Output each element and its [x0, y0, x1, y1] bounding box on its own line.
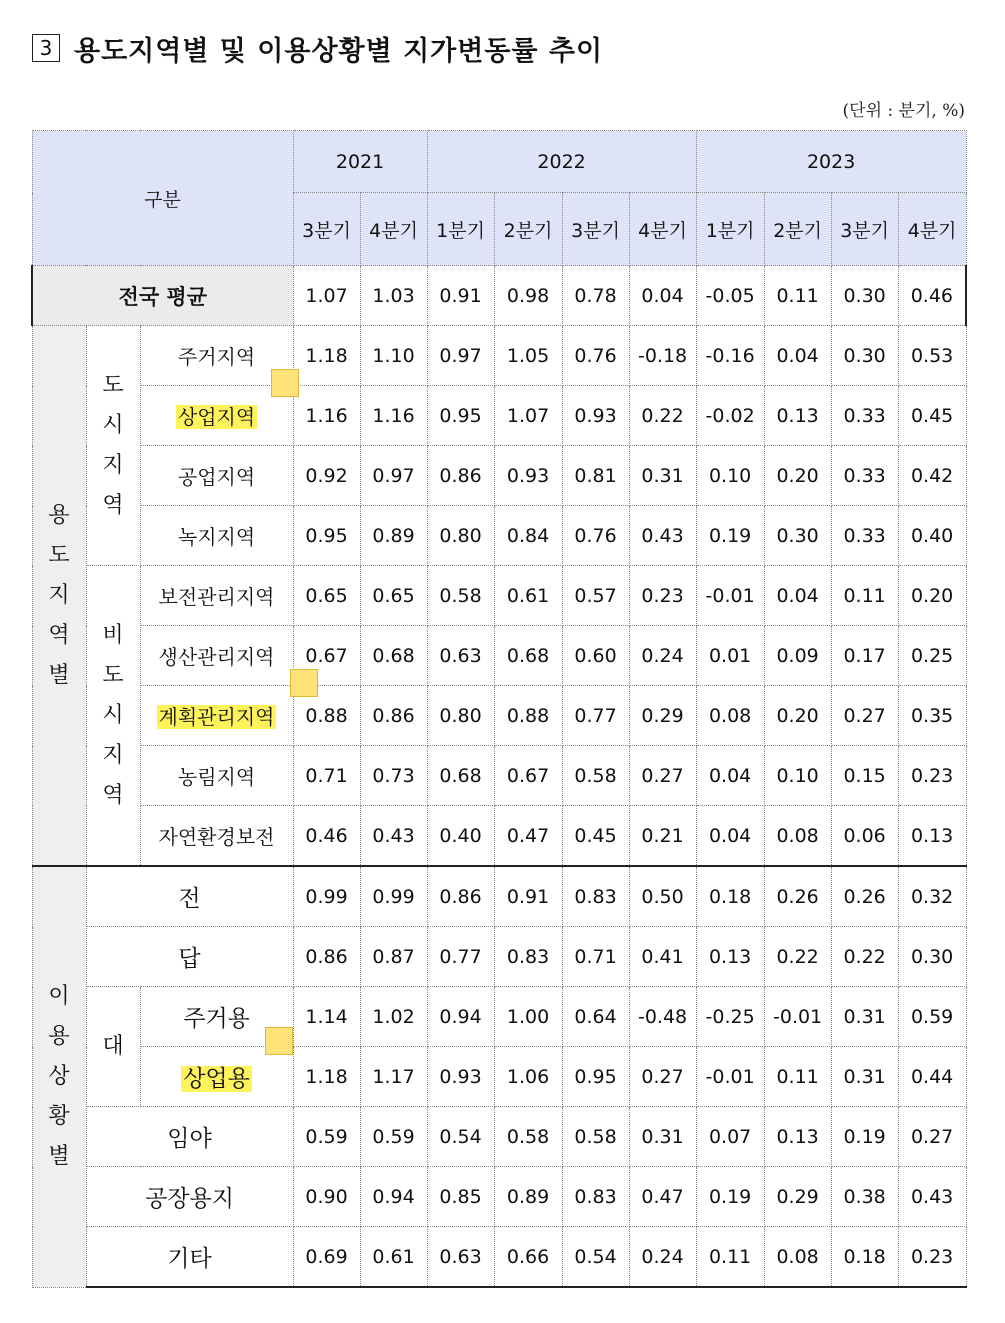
value-cell: 0.18: [696, 866, 764, 927]
value-cell: 0.76: [562, 506, 629, 566]
value-cell: 0.54: [427, 1107, 494, 1167]
row-label: 임야: [86, 1107, 293, 1167]
value-cell: 0.22: [831, 927, 898, 987]
value-cell: 0.58: [494, 1107, 562, 1167]
value-cell: 0.77: [562, 686, 629, 746]
value-cell: 1.16: [360, 386, 427, 446]
value-cell: 0.67: [494, 746, 562, 806]
row-label: [140, 686, 293, 746]
value-cell: 0.61: [494, 566, 562, 626]
vertical-text: 도시지역: [102, 372, 124, 518]
value-cell: 0.30: [831, 266, 898, 326]
value-cell: 0.45: [562, 806, 629, 867]
title-row: [32, 28, 603, 68]
value-cell: 1.07: [293, 266, 360, 326]
value-cell: 0.58: [562, 746, 629, 806]
table-row: [32, 1107, 966, 1167]
value-cell: 0.31: [629, 446, 696, 506]
value-cell: 0.20: [898, 566, 966, 626]
page-title: 용도지역별 및 이용상황별 지가변동률 추이: [74, 35, 604, 67]
value-cell: 0.58: [562, 1107, 629, 1167]
header-year-row: [32, 131, 966, 193]
value-cell: 0.35: [898, 686, 966, 746]
value-cell: 0.31: [629, 1107, 696, 1167]
value-cell: 0.88: [494, 686, 562, 746]
table-row: [32, 686, 966, 746]
year-header: 2023: [696, 131, 966, 193]
value-cell: -0.02: [696, 386, 764, 446]
value-cell: -0.01: [696, 566, 764, 626]
table-row: [32, 626, 966, 686]
value-cell: 1.10: [360, 326, 427, 386]
national-average-row: [32, 266, 966, 326]
value-cell: 0.42: [898, 446, 966, 506]
year-header: 2022: [427, 131, 696, 193]
value-cell: 0.11: [764, 1047, 831, 1107]
value-cell: 0.27: [629, 1047, 696, 1107]
table-row: [32, 1227, 966, 1288]
value-cell: 0.13: [764, 1107, 831, 1167]
value-cell: 0.26: [831, 866, 898, 927]
row-label: [140, 1047, 293, 1107]
table-row: [32, 806, 966, 867]
quarter-header: 1분기: [427, 193, 494, 266]
value-cell: 0.99: [360, 866, 427, 927]
value-cell: 0.38: [831, 1167, 898, 1227]
value-cell: 0.20: [764, 446, 831, 506]
value-cell: 0.83: [494, 927, 562, 987]
value-cell: 0.04: [764, 326, 831, 386]
quarter-header: 4분기: [629, 193, 696, 266]
value-cell: 0.68: [427, 746, 494, 806]
value-cell: 0.67: [293, 626, 360, 686]
dae-category-label: 대: [86, 987, 140, 1107]
value-cell: 1.05: [494, 326, 562, 386]
zone-category-label: [32, 326, 86, 867]
value-cell: -0.05: [696, 266, 764, 326]
vertical-text: 비도시지역: [102, 622, 124, 808]
value-cell: 0.88: [293, 686, 360, 746]
value-cell: 1.17: [360, 1047, 427, 1107]
value-cell: 0.61: [360, 1227, 427, 1288]
value-cell: 0.24: [629, 1227, 696, 1288]
value-cell: 0.11: [831, 566, 898, 626]
value-cell: 0.27: [898, 1107, 966, 1167]
value-cell: 0.93: [427, 1047, 494, 1107]
value-cell: 0.04: [629, 266, 696, 326]
value-cell: 0.43: [629, 506, 696, 566]
value-cell: 0.13: [898, 806, 966, 867]
row-label: 농림지역: [140, 746, 293, 806]
value-cell: 0.59: [898, 987, 966, 1047]
value-cell: -0.25: [696, 987, 764, 1047]
value-cell: 0.47: [494, 806, 562, 867]
quarter-header: 2분기: [764, 193, 831, 266]
value-cell: 0.23: [629, 566, 696, 626]
value-cell: 0.46: [293, 806, 360, 867]
quarter-header: 2분기: [494, 193, 562, 266]
value-cell: 0.63: [427, 1227, 494, 1288]
table-row: [32, 866, 966, 927]
value-cell: 1.16: [293, 386, 360, 446]
value-cell: 0.27: [629, 746, 696, 806]
row-label: 공장용지: [86, 1167, 293, 1227]
value-cell: 0.06: [831, 806, 898, 867]
value-cell: 0.23: [898, 746, 966, 806]
value-cell: 0.25: [898, 626, 966, 686]
value-cell: 0.07: [696, 1107, 764, 1167]
quarter-header: 3분기: [293, 193, 360, 266]
value-cell: 0.91: [427, 266, 494, 326]
value-cell: 0.47: [629, 1167, 696, 1227]
sticky-note-icon[interactable]: [265, 1027, 293, 1055]
value-cell: 1.18: [293, 1047, 360, 1107]
row-label: 보전관리지역: [140, 566, 293, 626]
vertical-text: 용도지역별: [48, 502, 70, 688]
value-cell: 0.87: [360, 927, 427, 987]
value-cell: 0.11: [764, 266, 831, 326]
value-cell: -0.18: [629, 326, 696, 386]
value-cell: 0.94: [427, 987, 494, 1047]
table-row: [32, 446, 966, 506]
table-row: [32, 1167, 966, 1227]
value-cell: 0.64: [562, 987, 629, 1047]
value-cell: 0.19: [831, 1107, 898, 1167]
table-row: [32, 927, 966, 987]
value-cell: 0.95: [427, 386, 494, 446]
value-cell: 0.66: [494, 1227, 562, 1288]
value-cell: 0.65: [293, 566, 360, 626]
value-cell: 0.04: [764, 566, 831, 626]
value-cell: 0.83: [562, 866, 629, 927]
value-cell: 0.24: [629, 626, 696, 686]
year-header: 2021: [293, 131, 427, 193]
row-label: 주거용: [140, 987, 293, 1047]
row-label: 녹지지역: [140, 506, 293, 566]
value-cell: 0.19: [696, 506, 764, 566]
value-cell: 0.22: [629, 386, 696, 446]
value-cell: 0.80: [427, 506, 494, 566]
value-cell: 0.57: [562, 566, 629, 626]
value-cell: 0.84: [494, 506, 562, 566]
value-cell: 0.33: [831, 446, 898, 506]
value-cell: 0.31: [831, 987, 898, 1047]
value-cell: 0.10: [696, 446, 764, 506]
value-cell: 1.18: [293, 326, 360, 386]
quarter-header: 3분기: [831, 193, 898, 266]
value-cell: 0.32: [898, 866, 966, 927]
highlighted-label: 상업용: [183, 1066, 250, 1092]
row-label: 자연환경보전: [140, 806, 293, 867]
value-cell: 0.26: [764, 866, 831, 927]
value-cell: 0.44: [898, 1047, 966, 1107]
value-cell: 0.43: [360, 806, 427, 867]
value-cell: 0.86: [360, 686, 427, 746]
value-cell: 0.31: [831, 1047, 898, 1107]
value-cell: 0.46: [898, 266, 966, 326]
value-cell: 0.04: [696, 746, 764, 806]
highlighted-label: 계획관리지역: [158, 705, 275, 729]
unit-label: (단위 : 분기, %): [842, 101, 965, 121]
table-row: [32, 987, 966, 1047]
row-label: 주거지역: [140, 326, 293, 386]
non-urban-category-label: [86, 566, 140, 867]
quarter-header: 1분기: [696, 193, 764, 266]
value-cell: 0.22: [764, 927, 831, 987]
value-cell: 0.29: [629, 686, 696, 746]
value-cell: 0.20: [764, 686, 831, 746]
value-cell: 0.63: [427, 626, 494, 686]
value-cell: 0.92: [293, 446, 360, 506]
value-cell: 0.91: [494, 866, 562, 927]
quarter-header: 3분기: [562, 193, 629, 266]
value-cell: 0.53: [898, 326, 966, 386]
value-cell: 0.76: [562, 326, 629, 386]
row-label: 전: [86, 866, 293, 927]
value-cell: 0.59: [293, 1107, 360, 1167]
value-cell: 1.03: [360, 266, 427, 326]
value-cell: 0.86: [293, 927, 360, 987]
value-cell: 1.02: [360, 987, 427, 1047]
table-row: [32, 506, 966, 566]
category-header: 구분: [32, 131, 293, 266]
value-cell: 0.08: [764, 1227, 831, 1288]
land-price-table: [31, 130, 967, 1288]
value-cell: 0.21: [629, 806, 696, 867]
national-average-label: 전국 평균: [32, 266, 293, 326]
quarter-header: 4분기: [898, 193, 966, 266]
value-cell: 0.01: [696, 626, 764, 686]
sticky-note-icon[interactable]: [271, 369, 299, 397]
value-cell: 0.08: [696, 686, 764, 746]
value-cell: 0.09: [764, 626, 831, 686]
value-cell: 0.89: [494, 1167, 562, 1227]
value-cell: 1.07: [494, 386, 562, 446]
value-cell: 0.17: [831, 626, 898, 686]
vertical-text: 이용상황별: [48, 983, 70, 1169]
value-cell: 0.89: [360, 506, 427, 566]
value-cell: 0.19: [696, 1167, 764, 1227]
value-cell: 0.54: [562, 1227, 629, 1288]
table-row: [32, 566, 966, 626]
value-cell: 0.40: [898, 506, 966, 566]
value-cell: 0.50: [629, 866, 696, 927]
value-cell: 0.23: [898, 1227, 966, 1288]
value-cell: 1.14: [293, 987, 360, 1047]
value-cell: 0.97: [360, 446, 427, 506]
value-cell: 0.95: [562, 1047, 629, 1107]
value-cell: 0.69: [293, 1227, 360, 1288]
value-cell: 0.29: [764, 1167, 831, 1227]
value-cell: 0.80: [427, 686, 494, 746]
value-cell: -0.16: [696, 326, 764, 386]
section-number-box: 3: [32, 34, 60, 62]
value-cell: 0.27: [831, 686, 898, 746]
value-cell: 0.30: [898, 927, 966, 987]
value-cell: 0.73: [360, 746, 427, 806]
value-cell: 0.81: [562, 446, 629, 506]
sticky-note-icon[interactable]: [290, 669, 318, 697]
value-cell: 0.99: [293, 866, 360, 927]
table-row: [32, 1047, 966, 1107]
value-cell: 0.65: [360, 566, 427, 626]
value-cell: 0.83: [562, 1167, 629, 1227]
value-cell: 0.08: [764, 806, 831, 867]
value-cell: 0.86: [427, 446, 494, 506]
value-cell: 0.71: [562, 927, 629, 987]
value-cell: -0.01: [764, 987, 831, 1047]
value-cell: 0.33: [831, 386, 898, 446]
value-cell: 0.30: [764, 506, 831, 566]
value-cell: 0.68: [494, 626, 562, 686]
value-cell: 0.58: [427, 566, 494, 626]
usage-category-label: [32, 866, 86, 1287]
value-cell: 0.13: [696, 927, 764, 987]
value-cell: 0.95: [293, 506, 360, 566]
value-cell: 0.68: [360, 626, 427, 686]
value-cell: 0.10: [764, 746, 831, 806]
value-cell: 0.85: [427, 1167, 494, 1227]
value-cell: -0.01: [696, 1047, 764, 1107]
value-cell: 0.18: [831, 1227, 898, 1288]
value-cell: 0.86: [427, 866, 494, 927]
value-cell: 0.04: [696, 806, 764, 867]
value-cell: 0.33: [831, 506, 898, 566]
value-cell: 0.60: [562, 626, 629, 686]
value-cell: 0.43: [898, 1167, 966, 1227]
value-cell: 0.93: [562, 386, 629, 446]
row-label: 답: [86, 927, 293, 987]
value-cell: 0.94: [360, 1167, 427, 1227]
value-cell: 0.90: [293, 1167, 360, 1227]
value-cell: 0.13: [764, 386, 831, 446]
value-cell: 0.30: [831, 326, 898, 386]
highlighted-label: 상업지역: [177, 405, 256, 429]
value-cell: 0.93: [494, 446, 562, 506]
value-cell: 0.71: [293, 746, 360, 806]
quarter-header: 4분기: [360, 193, 427, 266]
value-cell: 0.77: [427, 927, 494, 987]
table-row: [32, 746, 966, 806]
row-label: 기타: [86, 1227, 293, 1288]
table-row: [32, 386, 966, 446]
value-cell: 1.06: [494, 1047, 562, 1107]
table-row: [32, 326, 966, 386]
value-cell: 1.00: [494, 987, 562, 1047]
row-label: 생산관리지역: [140, 626, 293, 686]
value-cell: 0.98: [494, 266, 562, 326]
value-cell: 0.41: [629, 927, 696, 987]
urban-category-label: [86, 326, 140, 566]
value-cell: -0.48: [629, 987, 696, 1047]
value-cell: 0.11: [696, 1227, 764, 1288]
value-cell: 0.97: [427, 326, 494, 386]
value-cell: 0.78: [562, 266, 629, 326]
value-cell: 0.40: [427, 806, 494, 867]
value-cell: 0.45: [898, 386, 966, 446]
row-label: 공업지역: [140, 446, 293, 506]
value-cell: 0.15: [831, 746, 898, 806]
value-cell: 0.59: [360, 1107, 427, 1167]
